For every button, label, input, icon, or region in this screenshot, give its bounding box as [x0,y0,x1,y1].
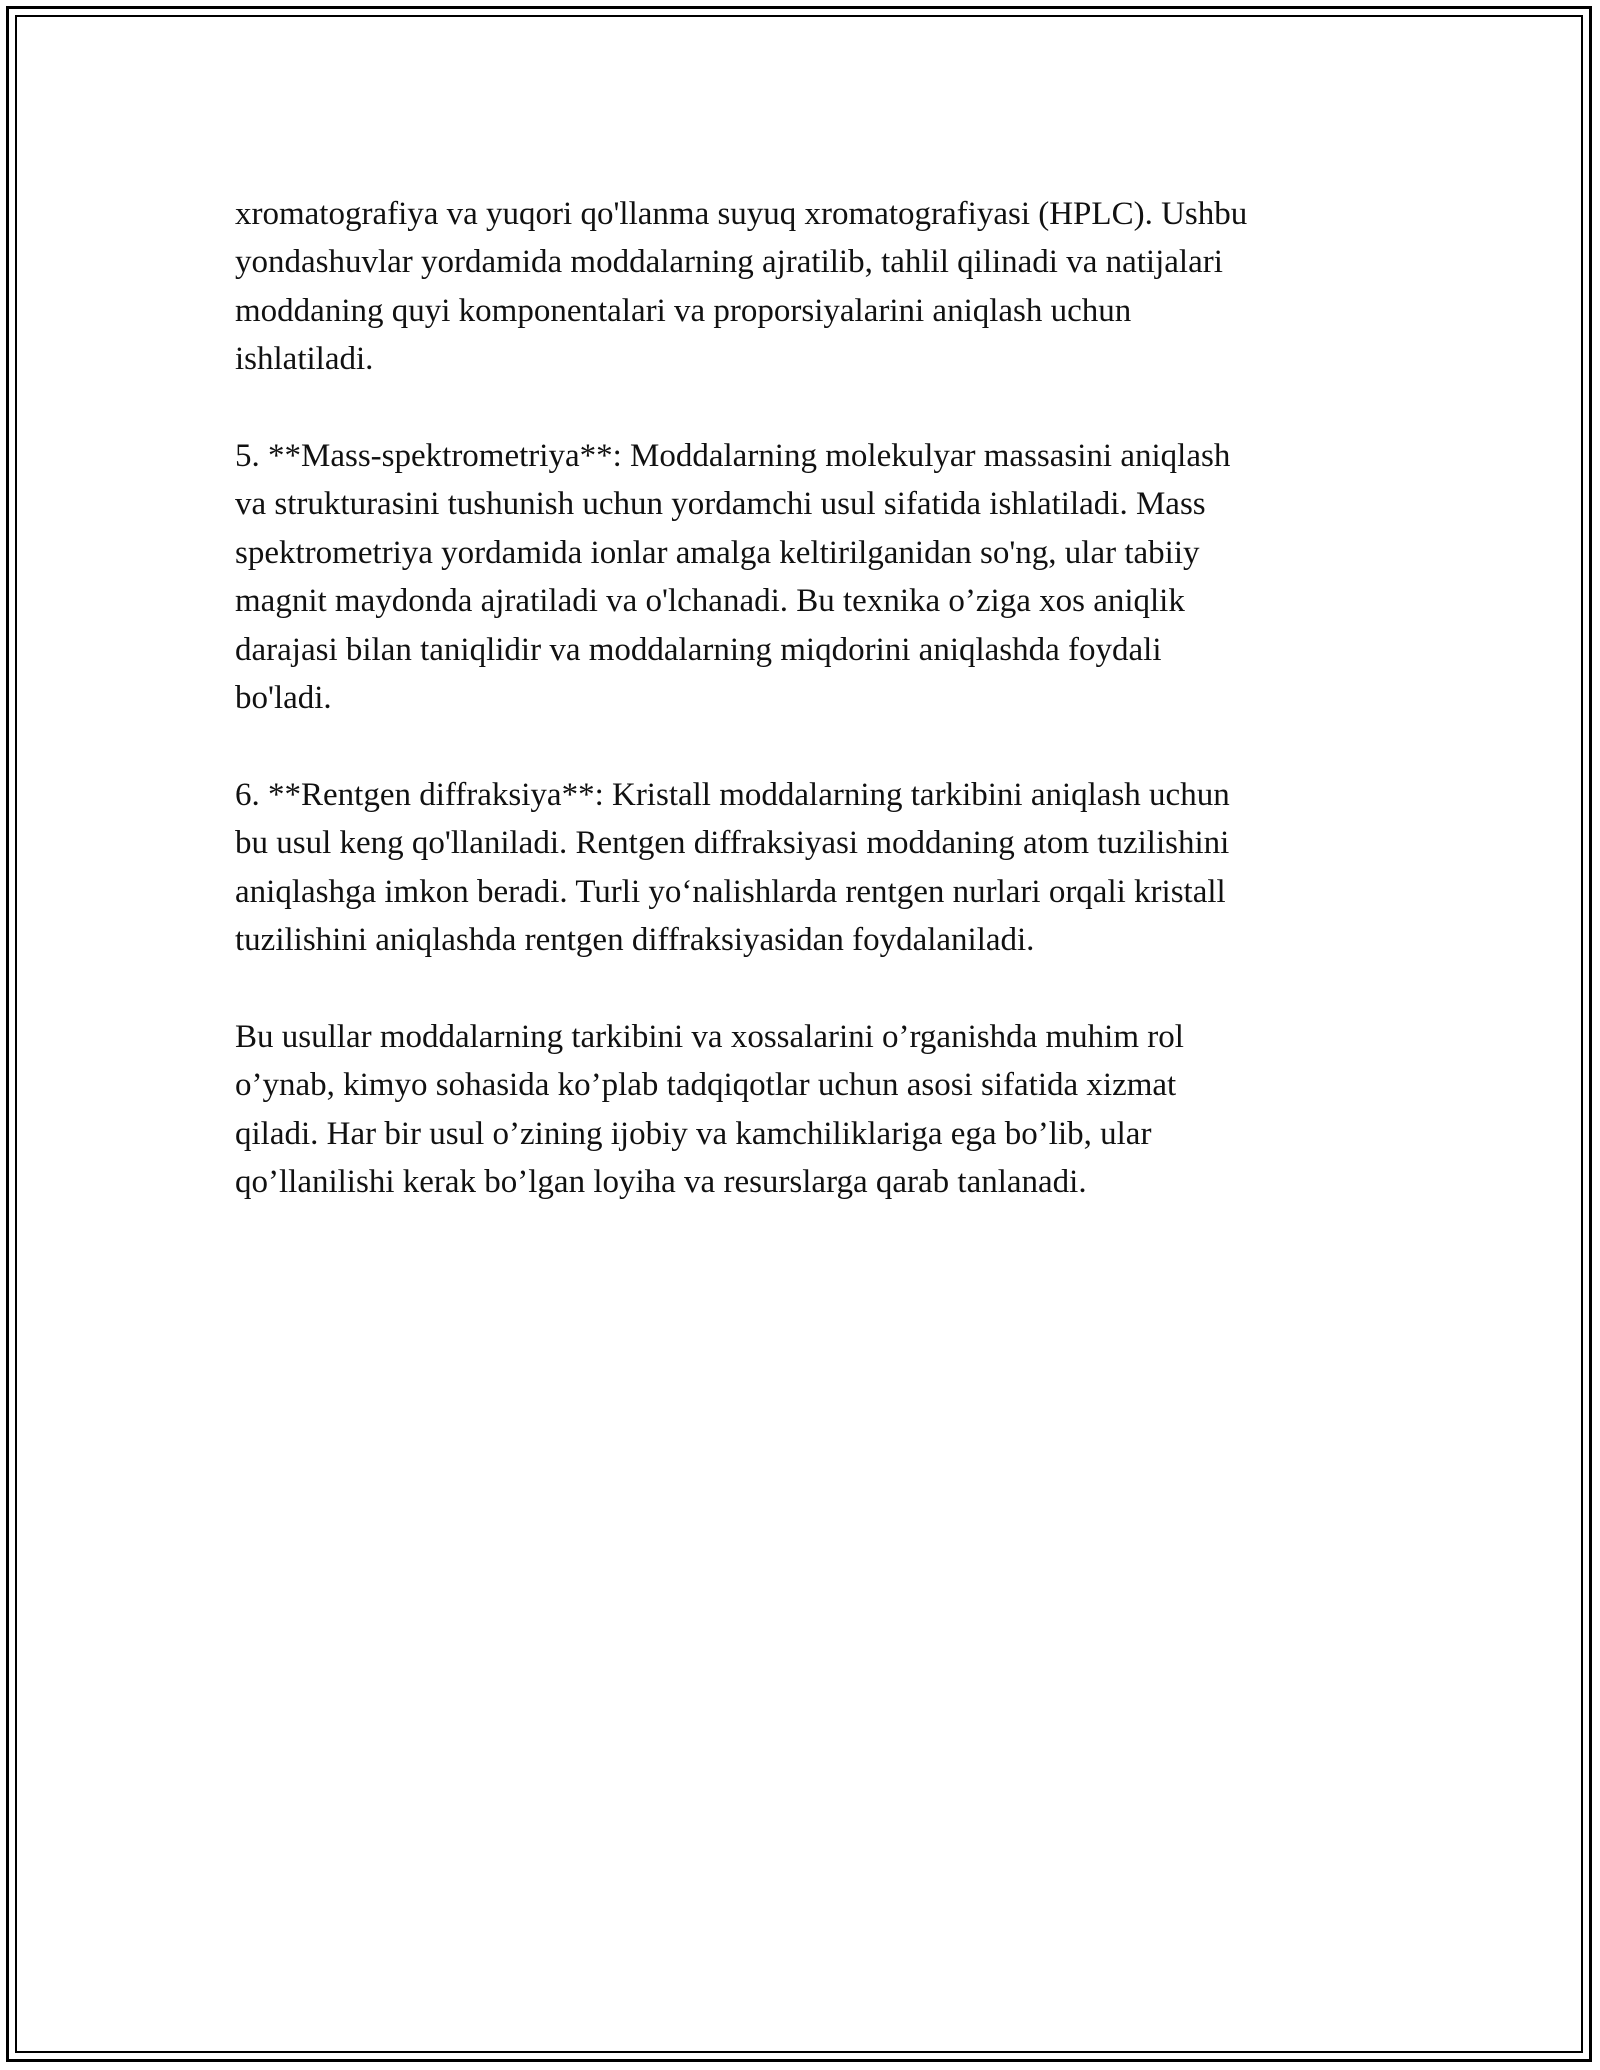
paragraph-chromatography-continued: xromatografiya va yuqori qo'llanma suyuq xromatografiyasi (HPLC). Ushbu yondashuvlar yordamida moddalarning ajratilib, tahlil qilinadi va natijalari moddaning quyi komponentalari va proporsiyalarini aniqlash uchun ishlatiladi. [235,196,1248,378]
paragraph-conclusion: Bu usullar moddalarning tarkibini va xossalarini o’rganishda muhim rol o’ynab, kimyo sohasida ko’plab tadqiqotlar uchun asosi sifatida xizmat qiladi. Har bir usul o’zining ijobiy va kamchiliklariga ega bo’lib, ular qo’llanilishi kerak bo’lgan loyiha va resurslarga qarab tanlanadi. [235,1018,1184,1201]
page-content [235,190,1385,1206]
paragraph-x-ray-diffraction: 6. **Rentgen diffraksiya**: Kristall moddalarning tarkibini aniqlash uchun bu usul keng qo'llaniladi. Rentgen diffraksiyasi moddaning atom tuzilishini aniqlashga imkon beradi. Turli yo‘nalishlarda rentgen nurlari orqali kristall tuzilishini aniqlashda rentgen diffraksiyasidan foydalaniladi. [235,776,1230,959]
paragraph-mass-spectrometry: 5. **Mass-spektrometriya**: Moddalarning molekulyar massasini aniqlash va strukturasini tushunish uchun yordamchi usul sifatida ishlatiladi. Mass spektrometriya yordamida ionlar amalga keltirilganidan so'ng, ular tabiiy magnit maydonda ajratiladi va o'lchanadi. Bu texnika o’ziga xos aniqlik darajasi bilan taniqlidir va moddalarning miqdorini aniqlashda foydali bo'ladi. [235,438,1231,717]
